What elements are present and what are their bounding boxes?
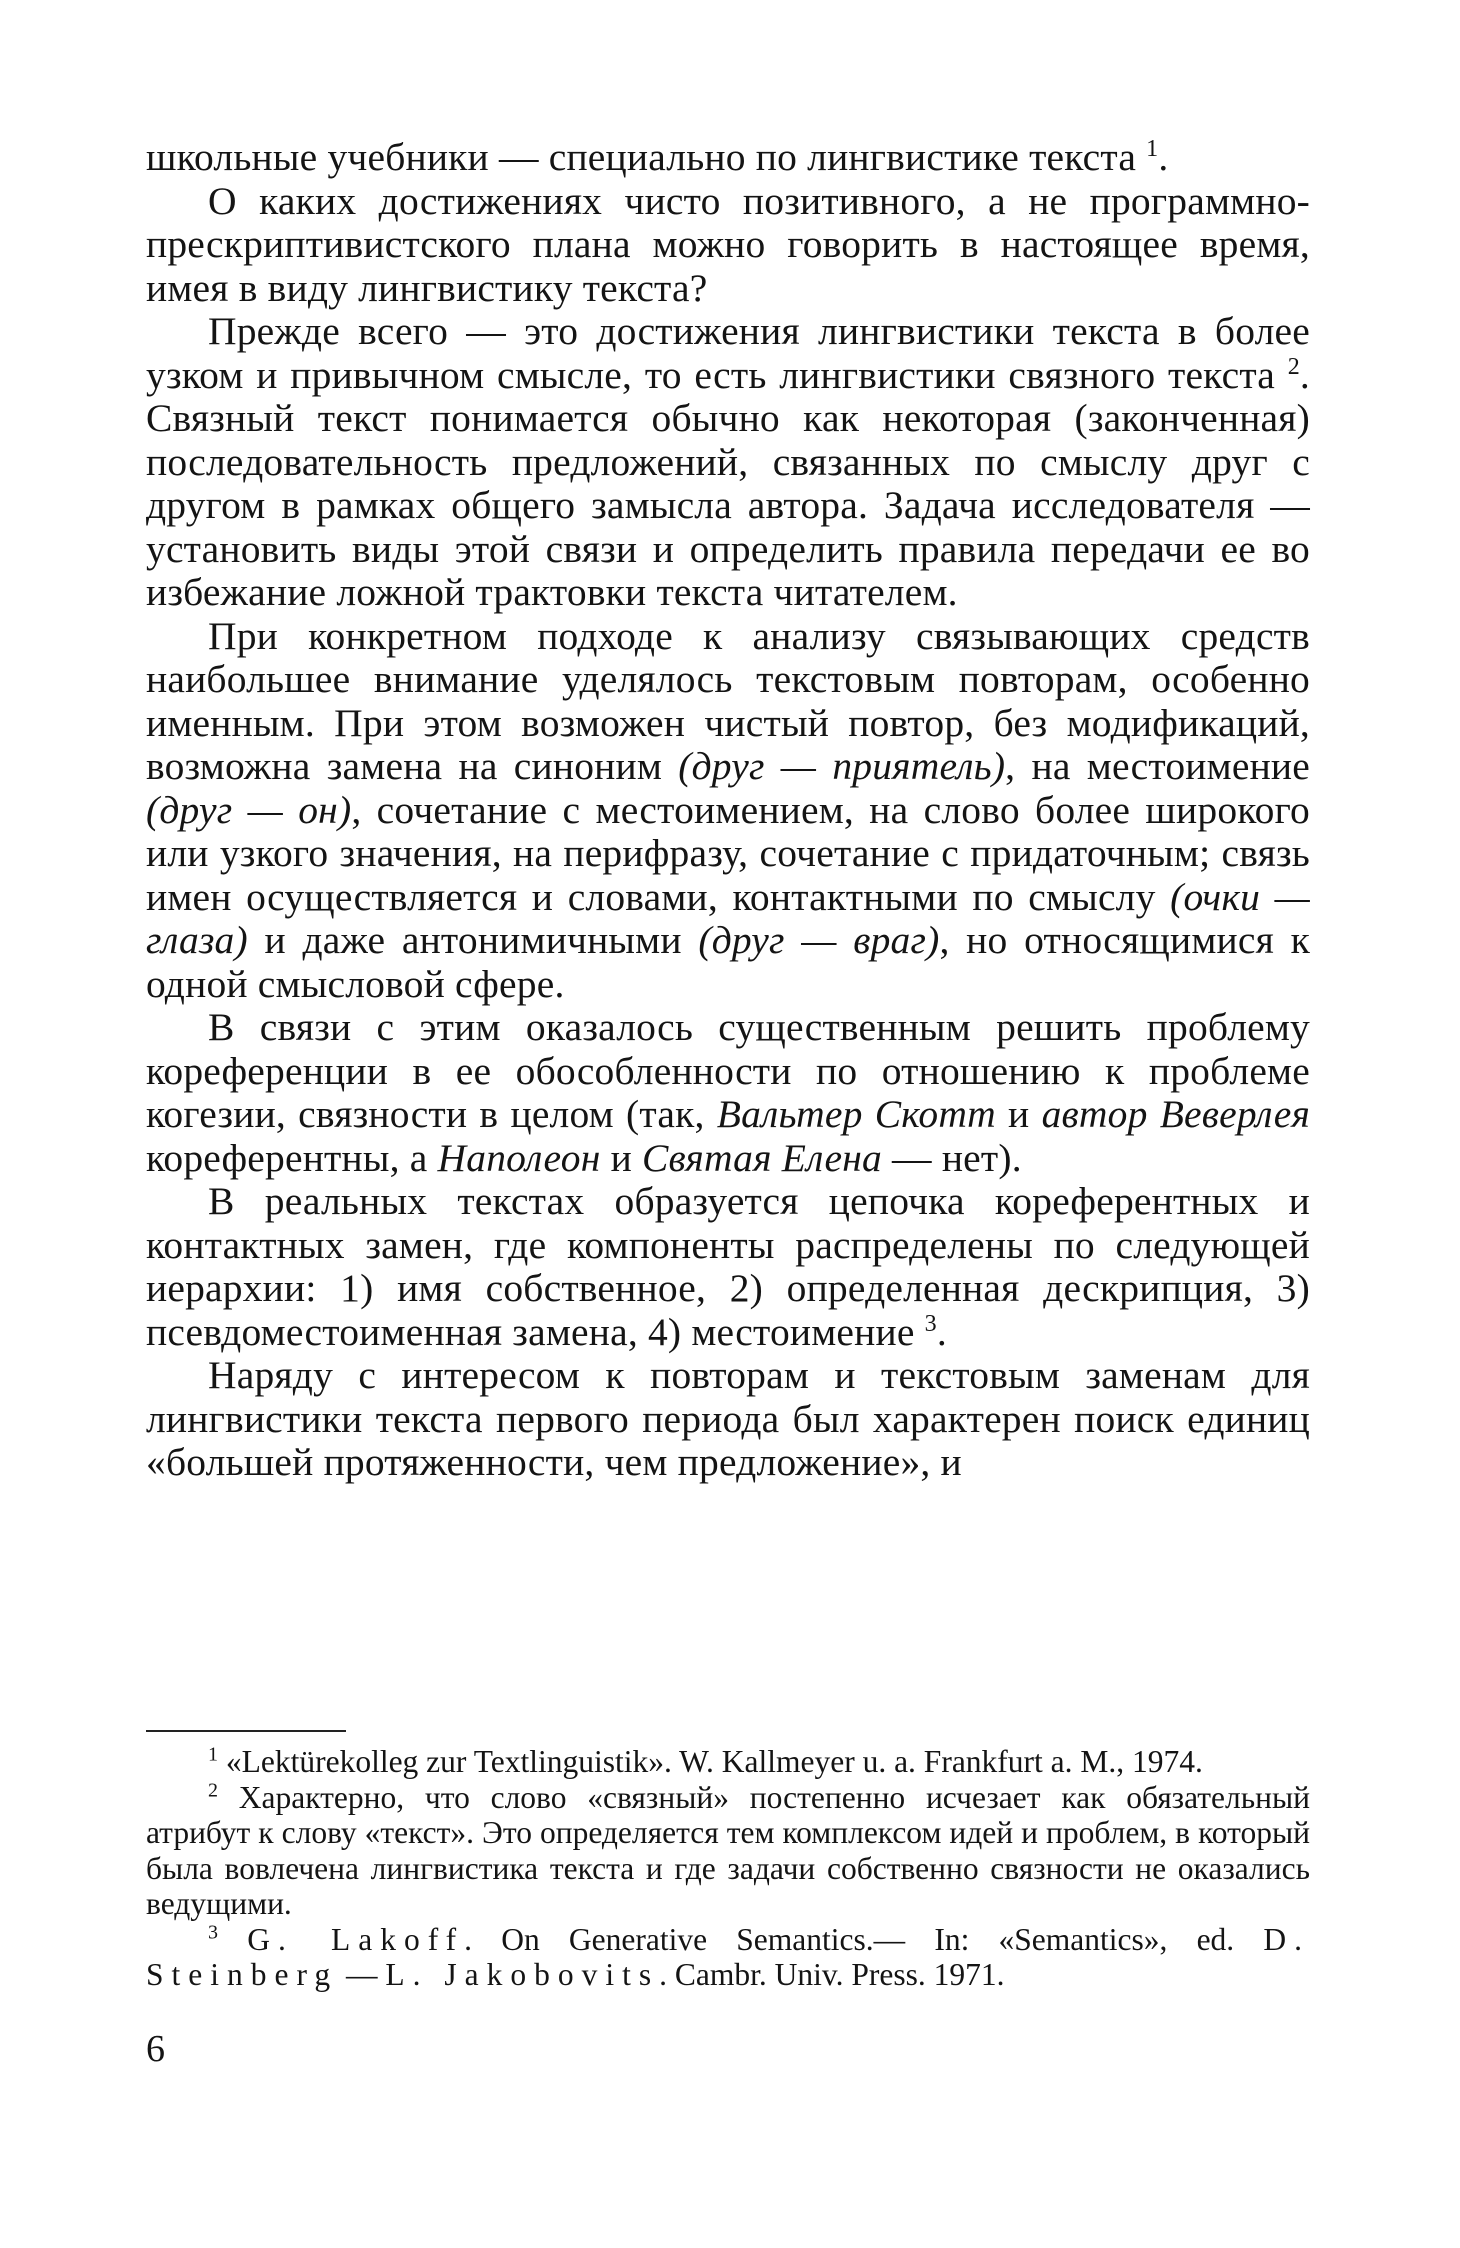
footnote-2: $^2$ Характерно, что слово «связный» постепенно исчезает как обязательный атрибут к слову «текст». Это определяется тем комплексом идей и проблем, в который была вовлечена лингвистика текста и где задачи собственно связности не оказались ведущими. [146, 1779, 1310, 1921]
example-waverley-author: автор Веверлея [1041, 1092, 1310, 1136]
paragraph-hierarchy: В реальных текстах образуется цепочка кореферентных и контактных замен, где компоненты распределены по следующей иерархии: 1) имя собственное, 2) определенная дескрипция, 3) псевдоместоименная замена, 4) местоимение $^3$. [146, 1179, 1310, 1354]
footnotes [146, 1744, 1310, 1993]
footnote-number: 3 [208, 1921, 218, 1943]
example-walter-scott: Вальтер Скотт [716, 1092, 996, 1136]
paragraph-repetitions: При конкретном подходе к анализу связывающих средств наибольшее внимание уделялось текстовым повторам, особенно именным. При этом возможен чистый повтор, без модификаций, возможна замена на синоним (друг — приятель), на местоимение (друг — он), сочетание с местоимением, на слово более широкого или узкого значения, на перифразу, сочетание с придаточным; связь имен осуществляется и словами, контактными по смыслу (очки — глаза) и даже антонимичными (друг — враг), но относящимися к одной смысловой сфере. [146, 613, 1310, 1006]
example-napoleon: Наполеон [437, 1135, 601, 1180]
paragraph-continued: школьные учебники — специально по лингвистике текста $^1$. [146, 135, 1169, 179]
example-saint-helena: Святая Елена [642, 1135, 882, 1180]
footnote-ref-1: 1 [1146, 135, 1159, 162]
paragraph-coreference: В связи с этим оказалось существенным решить проблему кореференции в ее обособленности по отношению к проблеме когезии, связности в целом (так, Вальтер Скотт и автор Веверлея кореферентны, а Наполеон и Святая Елена — нет). [146, 1005, 1310, 1180]
paragraph-coherent-text: Прежде всего — это достижения лингвистики текста в более узком и привычном смысле, то есть лингвистики связного текста $^2$. Связный текст понимается обычно как некоторая (законченная) последовательность предложений, связанных по смыслу друг с другом в рамках общего замысла автора. Задача исследователя — установить виды этой связи и определить правила передачи ее во избежание ложной трактовки текста читателем. [146, 309, 1310, 614]
example-antonym: (друг — враг) [698, 918, 940, 962]
footnote-1: $^1$ «Lektürekolleg zur Textlinguistik». W. Kallmeyer u. a. Frankfurt a. M., 1974. [208, 1743, 1203, 1779]
example-contact: (очки — глаза) [146, 874, 1310, 962]
footnote-ref-3: 3 [924, 1310, 937, 1337]
main-text [146, 136, 1310, 1485]
paragraph-achievements-question: О каких достижениях чисто позитивного, а не программно-прескриптивистского плана можно говорить в настоящее время, имея в виду лингвистику текста? [146, 178, 1310, 310]
example-synonym: (друг — приятель) [678, 744, 1006, 788]
paragraph-larger-units: Наряду с интересом к повторам и текстовым заменам для лингвистики текста первого периода был характерен поиск единиц «большей протяженности, чем предложение», и [146, 1353, 1310, 1484]
footnote-number: 1 [208, 1743, 218, 1766]
footnote-ref-2: 2 [1287, 353, 1300, 380]
footnote-3: $^3$ G. Lakoff. On Generative Semantics.— In: «Semantics», ed. D. Steinberg — L. Jakobovits. Cambr. Univ. Press. 1971. [146, 1921, 1310, 1992]
page-number: 6 [146, 2028, 165, 2070]
example-pronoun: (друг — он) [146, 787, 352, 832]
footnote-divider [146, 1730, 346, 1732]
footnote-number: 2 [208, 1779, 218, 1801]
